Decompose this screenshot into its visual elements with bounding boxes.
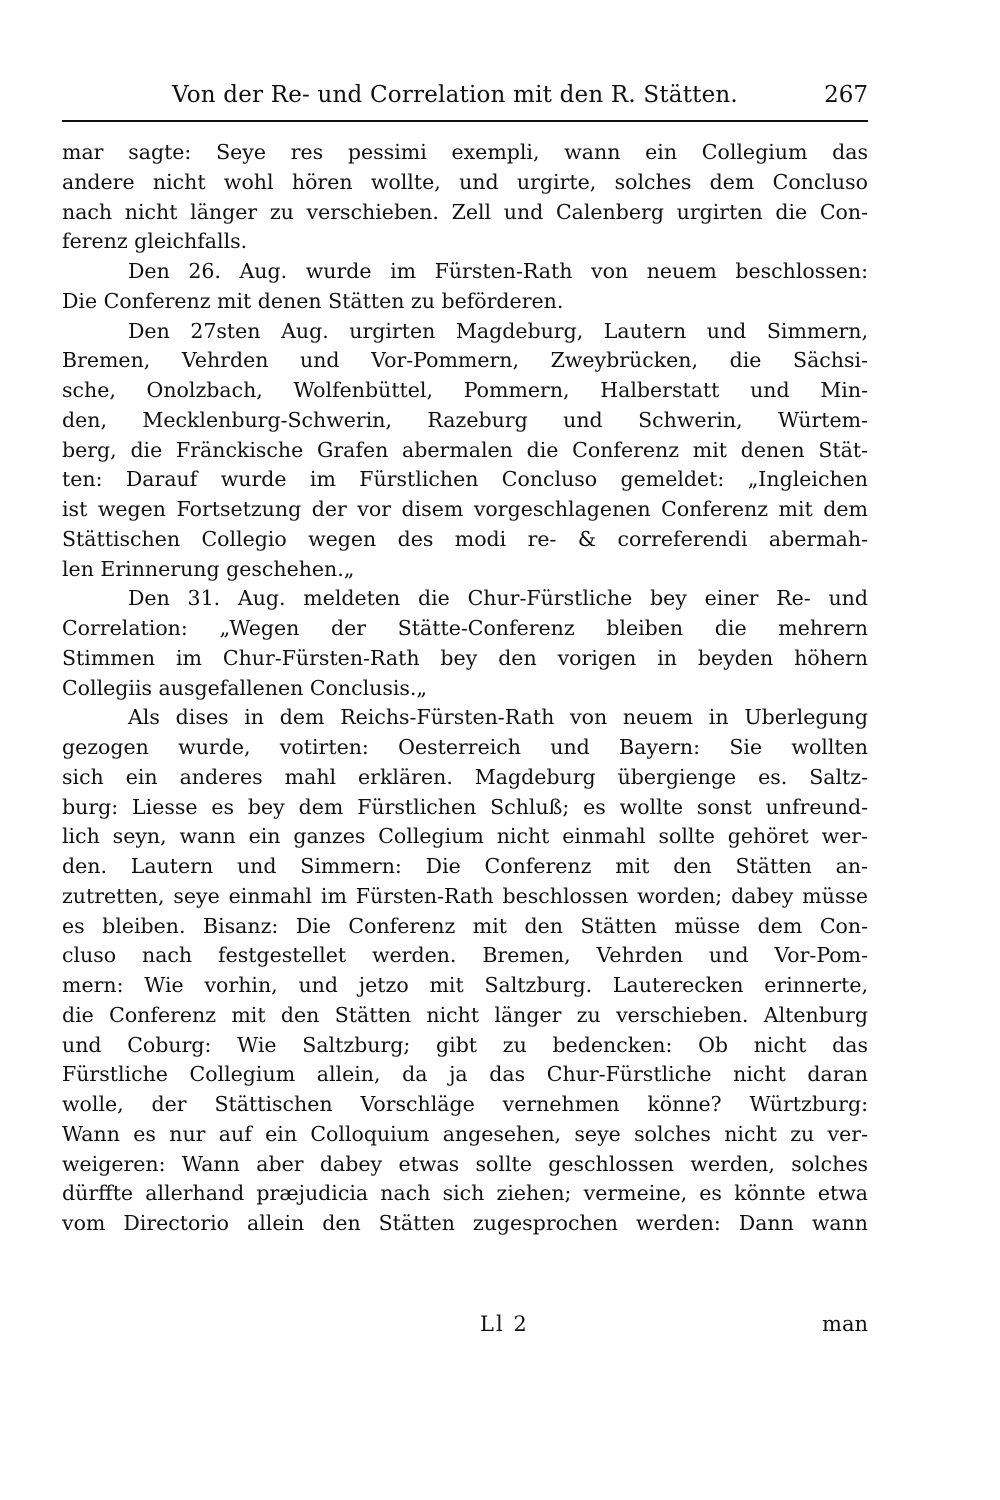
page-header <box>62 80 868 120</box>
text-line: ist wegen Fortsetzung der vor disem vorgeschlagenen Conferenz mit dem <box>62 497 868 521</box>
catchword: man <box>822 1312 868 1336</box>
text-line: cluso nach festgestellet werden. Bremen, Vehrden und Vor-Pom- <box>62 943 868 968</box>
text-line: andere nicht wohl hören wollte, und urgirte, solches dem Concluso <box>62 169 868 194</box>
page-footer <box>62 1312 868 1342</box>
text-line: Den 26. Aug. wurde im Fürsten-Rath von neuem beschlossen: <box>128 259 868 283</box>
text-line: Fürstliche Collegium allein, da ja das Chur-Fürstliche nicht daran <box>62 1062 868 1087</box>
text-line: lich seyn, wann ein ganzes Collegium nicht einmahl sollte gehöret wer- <box>62 824 868 849</box>
text-line: berg, die Fränckische Grafen abermalen die Conferenz mit denen Stät- <box>62 437 868 462</box>
text-line: nach nicht länger zu verschieben. Zell und Calenberg urgirten die Con- <box>62 199 868 224</box>
text-line: Collegiis ausgefallenen Conclusis.„ <box>62 675 428 700</box>
body-text <box>62 138 868 1239</box>
text-line: es bleiben. Bisanz: Die Conferenz mit den Stätten müsse dem Con- <box>62 913 868 938</box>
text-line: Die Conferenz mit denen Stätten zu beförderen. <box>62 288 564 313</box>
text-line: Stimmen im Chur-Fürsten-Rath bey den vorigen in beyden höhern <box>62 645 868 670</box>
text-line: Wann es nur auf ein Colloquium angesehen, seye solches nicht zu ver- <box>62 1121 868 1146</box>
text-line: vom Directorio allein den Stätten zugesprochen werden: Dann wann <box>62 1211 868 1235</box>
text-line: Als dises in dem Reichs-Fürsten-Rath von neuem in Uberlegung <box>128 705 868 730</box>
text-line: dürffte allerhand præjudicia nach sich ziehen; vermeine, es könnte etwa <box>62 1181 868 1206</box>
text-line: ferenz gleichfalls. <box>62 229 248 254</box>
text-line: mern: Wie vorhin, und jetzo mit Saltzburg. Lauterecken erinnerte, <box>62 973 868 997</box>
page-number: 267 <box>824 82 868 108</box>
text-line: den. Lautern und Simmern: Die Conferenz mit den Stätten an- <box>62 854 868 878</box>
text-line: weigeren: Wann aber dabey etwas sollte geschlossen werden, solches <box>62 1151 868 1176</box>
text-line: Bremen, Vehrden und Vor-Pommern, Zweybrücken, die Sächsi- <box>62 348 868 373</box>
text-line: Correlation: „Wegen der Stätte-Conferenz bleiben die mehrern <box>62 616 868 640</box>
text-line: len Erinnerung geschehen.„ <box>62 556 355 581</box>
text-line: sich ein anderes mahl erklären. Magdeburg übergienge es. Saltz- <box>62 764 868 789</box>
book-page <box>62 80 868 1336</box>
text-line: mar sagte: Seye res pessimi exempli, wann ein Collegium das <box>62 140 868 164</box>
text-line: Den 31. Aug. meldeten die Chur-Fürstliche bey einer Re- und <box>128 586 868 611</box>
text-line: zutretten, seye einmahl im Fürsten-Rath beschlossen worden; dabey müsse <box>62 883 868 908</box>
text-line: den, Mecklenburg-Schwerin, Razeburg und Schwerin, Würtem- <box>62 407 868 432</box>
text-line: burg: Liesse es bey dem Fürstlichen Schluß; es wollte sonst unfreund- <box>62 794 868 819</box>
running-title: Von der Re- und Correlation mit den R. Stätten. <box>172 82 738 108</box>
text-line: und Coburg: Wie Saltzburg; gibt zu bedencken: Ob nicht das <box>62 1032 868 1057</box>
text-line: gezogen wurde, votirten: Oesterreich und Bayern: Sie wollten <box>62 735 868 759</box>
text-line: die Conferenz mit den Stätten nicht länger zu verschieben. Altenburg <box>62 1002 868 1027</box>
text-line: wolle, der Stättischen Vorschläge vernehmen könne? Würtzburg: <box>62 1092 868 1116</box>
signature-mark: Ll 2 <box>480 1312 529 1336</box>
header-rule <box>62 120 868 122</box>
text-line: Den 27sten Aug. urgirten Magdeburg, Lautern und Simmern, <box>128 318 868 343</box>
text-line: ten: Darauf wurde im Fürstlichen Concluso gemeldet: „Ingleichen <box>62 467 868 492</box>
text-line: Stättischen Collegio wegen des modi re- & correferendi abermah- <box>62 526 868 551</box>
text-line: sche, Onolzbach, Wolfenbüttel, Pommern, Halberstatt und Min- <box>62 378 868 402</box>
